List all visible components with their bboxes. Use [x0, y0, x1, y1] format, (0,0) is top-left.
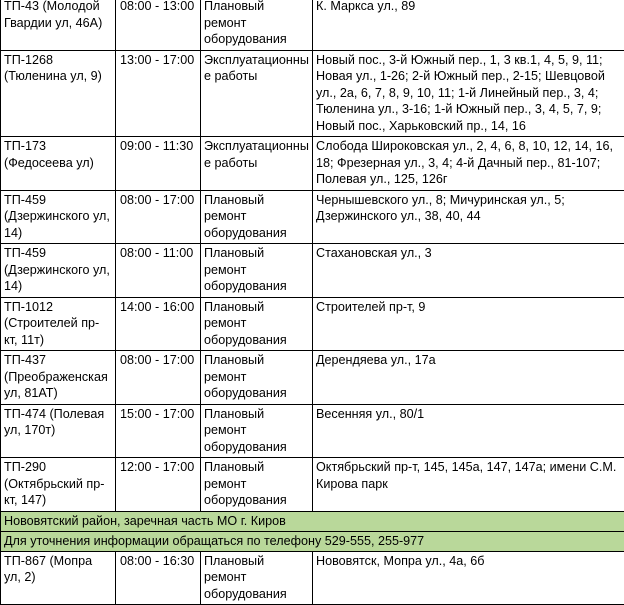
time-cell: 09:00 - 11:30 — [116, 137, 201, 191]
table-row — [1, 0, 624, 50]
substation-cell: ТП-290 (Октябрьский пр-кт, 147) — [1, 458, 116, 512]
substation-cell: ТП-1012 (Строителей пр-кт, 11т) — [1, 297, 116, 351]
substation-cell: ТП-173 (Федосеева ул) — [1, 137, 116, 191]
table-row — [1, 50, 624, 137]
work-type-cell: Эксплуатационные работы — [201, 137, 313, 191]
time-cell: 08:00 - 11:00 — [116, 244, 201, 298]
table-body — [1, 0, 624, 605]
table-row — [1, 551, 624, 605]
table-row — [1, 404, 624, 458]
substation-cell: ТП-43 (Молодой Гвардии ул, 46А) — [1, 0, 116, 50]
table-row — [1, 137, 624, 191]
address-cell: Нововятск, Мопра ул., 4а, 6б — [313, 551, 624, 605]
table-row — [1, 297, 624, 351]
address-cell: Строителей пр-т, 9 — [313, 297, 624, 351]
work-type-cell: Плановый ремонт оборудования — [201, 244, 313, 298]
address-cell: Новый пос., 3-й Южный пер., 1, 3 кв.1, 4, 5, 9, 11; Новая ул., 1-26; 2-й Южный пер., 2-15; Шевцовой ул., 2а, 6, 7, 8, 9, 10, 11; 1-й Линейный пер., 3, 4; Тюленина ул., 3-16; 1-й Южный пер., 3, 4, 5, 7, 9; Новый пос., Харьковский пр., 14, 16 — [313, 50, 624, 137]
work-type-cell: Плановый ремонт оборудования — [201, 404, 313, 458]
address-cell: Октябрьский пр-т, 145, 145а, 147, 147а; имени С.М. Кирова парк — [313, 458, 624, 512]
time-cell: 14:00 - 16:00 — [116, 297, 201, 351]
substation-cell: ТП-437 (Преображенская ул, 81АТ) — [1, 351, 116, 405]
table-row — [1, 244, 624, 298]
address-cell: Чернышевского ул., 8; Мичуринская ул., 5; Дзержинского ул., 38, 40, 44 — [313, 190, 624, 244]
table-row — [1, 458, 624, 512]
time-cell: 15:00 - 17:00 — [116, 404, 201, 458]
contact-info: Для уточнения информации обращаться по телефону 529-555, 255-977 — [1, 531, 624, 551]
work-type-cell: Плановый ремонт оборудования — [201, 0, 313, 50]
work-type-cell: Плановый ремонт оборудования — [201, 297, 313, 351]
time-cell: 12:00 - 17:00 — [116, 458, 201, 512]
contact-info-row — [1, 531, 624, 551]
substation-cell: ТП-474 (Полевая ул, 170т) — [1, 404, 116, 458]
address-cell: Весенняя ул., 80/1 — [313, 404, 624, 458]
address-cell: Слобода Широковская ул., 2, 4, 6, 8, 10, 12, 14, 16, 18; Фрезерная ул., 3, 4; 4-й Дачный пер., 81-107; Полевая ул., 125, 126г — [313, 137, 624, 191]
time-cell: 08:00 - 17:00 — [116, 190, 201, 244]
table-row — [1, 190, 624, 244]
district-header-row — [1, 511, 624, 531]
time-cell: 13:00 - 17:00 — [116, 50, 201, 137]
time-cell: 08:00 - 13:00 — [116, 0, 201, 50]
work-type-cell: Плановый ремонт оборудования — [201, 351, 313, 405]
substation-cell: ТП-867 (Мопра ул, 2) — [1, 551, 116, 605]
substation-cell: ТП-459 (Дзержинского ул, 14) — [1, 244, 116, 298]
time-cell: 08:00 - 17:00 — [116, 351, 201, 405]
work-type-cell: Плановый ремонт оборудования — [201, 551, 313, 605]
work-type-cell: Плановый ремонт оборудования — [201, 458, 313, 512]
address-cell: К. Маркса ул., 89 — [313, 0, 624, 50]
work-type-cell: Эксплуатационные работы — [201, 50, 313, 137]
district-header: Нововятский район, заречная часть МО г. Киров — [1, 511, 624, 531]
substation-cell: ТП-1268 (Тюленина ул, 9) — [1, 50, 116, 137]
time-cell: 08:00 - 16:30 — [116, 551, 201, 605]
work-type-cell: Плановый ремонт оборудования — [201, 190, 313, 244]
table-row — [1, 351, 624, 405]
substation-cell: ТП-459 (Дзержинского ул, 14) — [1, 190, 116, 244]
address-cell: Стахановская ул., 3 — [313, 244, 624, 298]
address-cell: Дерендяева ул., 17а — [313, 351, 624, 405]
